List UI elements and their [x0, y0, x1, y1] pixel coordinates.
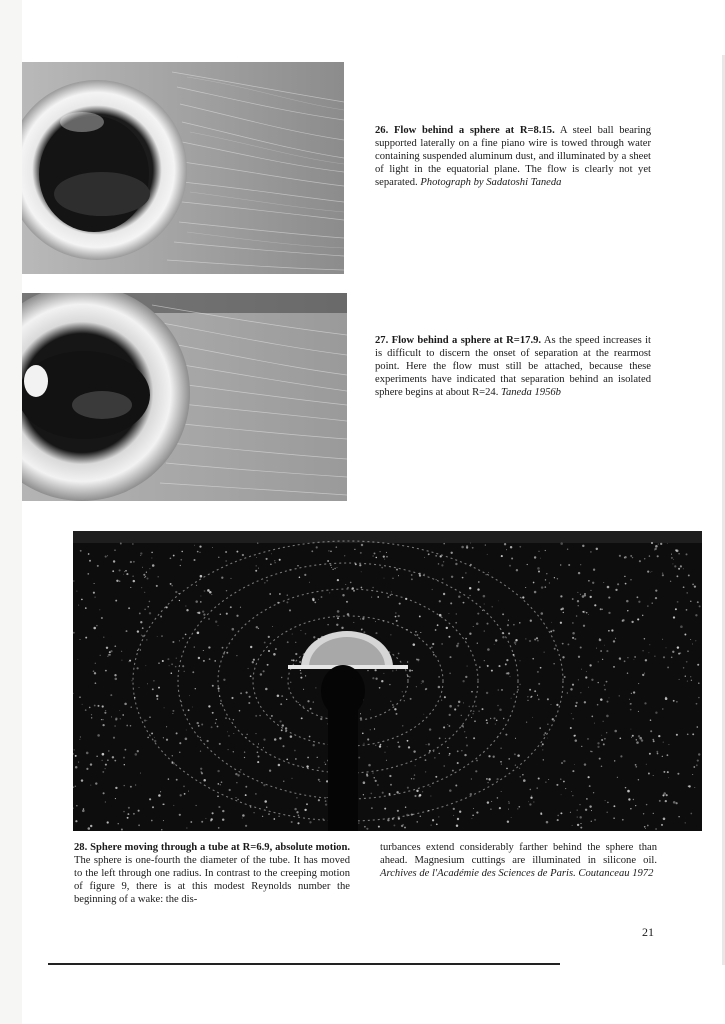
figure-27-credit: Taneda 1956b — [501, 386, 561, 398]
figure-27-body: As the speed increases it is difficult to discern the onset of separation at the rearmost point. Here the flow must still be attached, because these experiments have indicated that separation behind an isolated sphere begins at about R=24. — [375, 335, 651, 398]
figure-28-caption-col1 — [74, 842, 350, 907]
scan-margin — [0, 0, 22, 1024]
figure-26-credit: Photograph by Sadatoshi Taneda — [420, 176, 562, 188]
figure-27-caption — [375, 335, 651, 400]
figure-27-photo — [22, 293, 347, 501]
figure-28-caption-col2 — [380, 842, 657, 881]
figure-27-title: Flow behind a sphere at R=17.9. — [391, 335, 542, 346]
figure-26-caption — [375, 125, 651, 190]
figure-27-number: 27. — [375, 335, 389, 346]
figure-26-title: Flow behind a sphere at R=8.15. — [393, 125, 555, 136]
figure-28-credit: Archives de l'Académie des Sciences de Paris. Coutanceau 1972 — [380, 867, 654, 879]
figure-26-photo — [22, 62, 344, 274]
figure-28-body-col2: turbances extend considerably farther behind the sphere than ahead. Magnesium cuttings are illuminated in silicone oil. — [380, 842, 657, 866]
figure-26-body: A steel ball bearing supported laterally on a fine piano wire is towed through water containing suspended aluminum dust, and illuminated by a sheet of light in the equatorial plane. The flow is clearly not yet separated. — [375, 125, 651, 188]
figure-28-photo — [73, 531, 702, 831]
figure-28-body-col1: The sphere is one-fourth the diameter of the tube. It has moved to the left through one radius. In contrast to the creeping motion of figure 9, there is at this modest Reynolds number the beginning of a wake: the dis- — [74, 854, 350, 905]
bottom-rule — [48, 963, 560, 965]
figure-28-title: Sphere moving through a tube at R=6.9, absolute motion. — [90, 842, 351, 853]
figure-28-number: 28. — [74, 842, 88, 853]
page-number: 21 — [642, 925, 654, 939]
figure-26-number: 26. — [375, 125, 389, 136]
